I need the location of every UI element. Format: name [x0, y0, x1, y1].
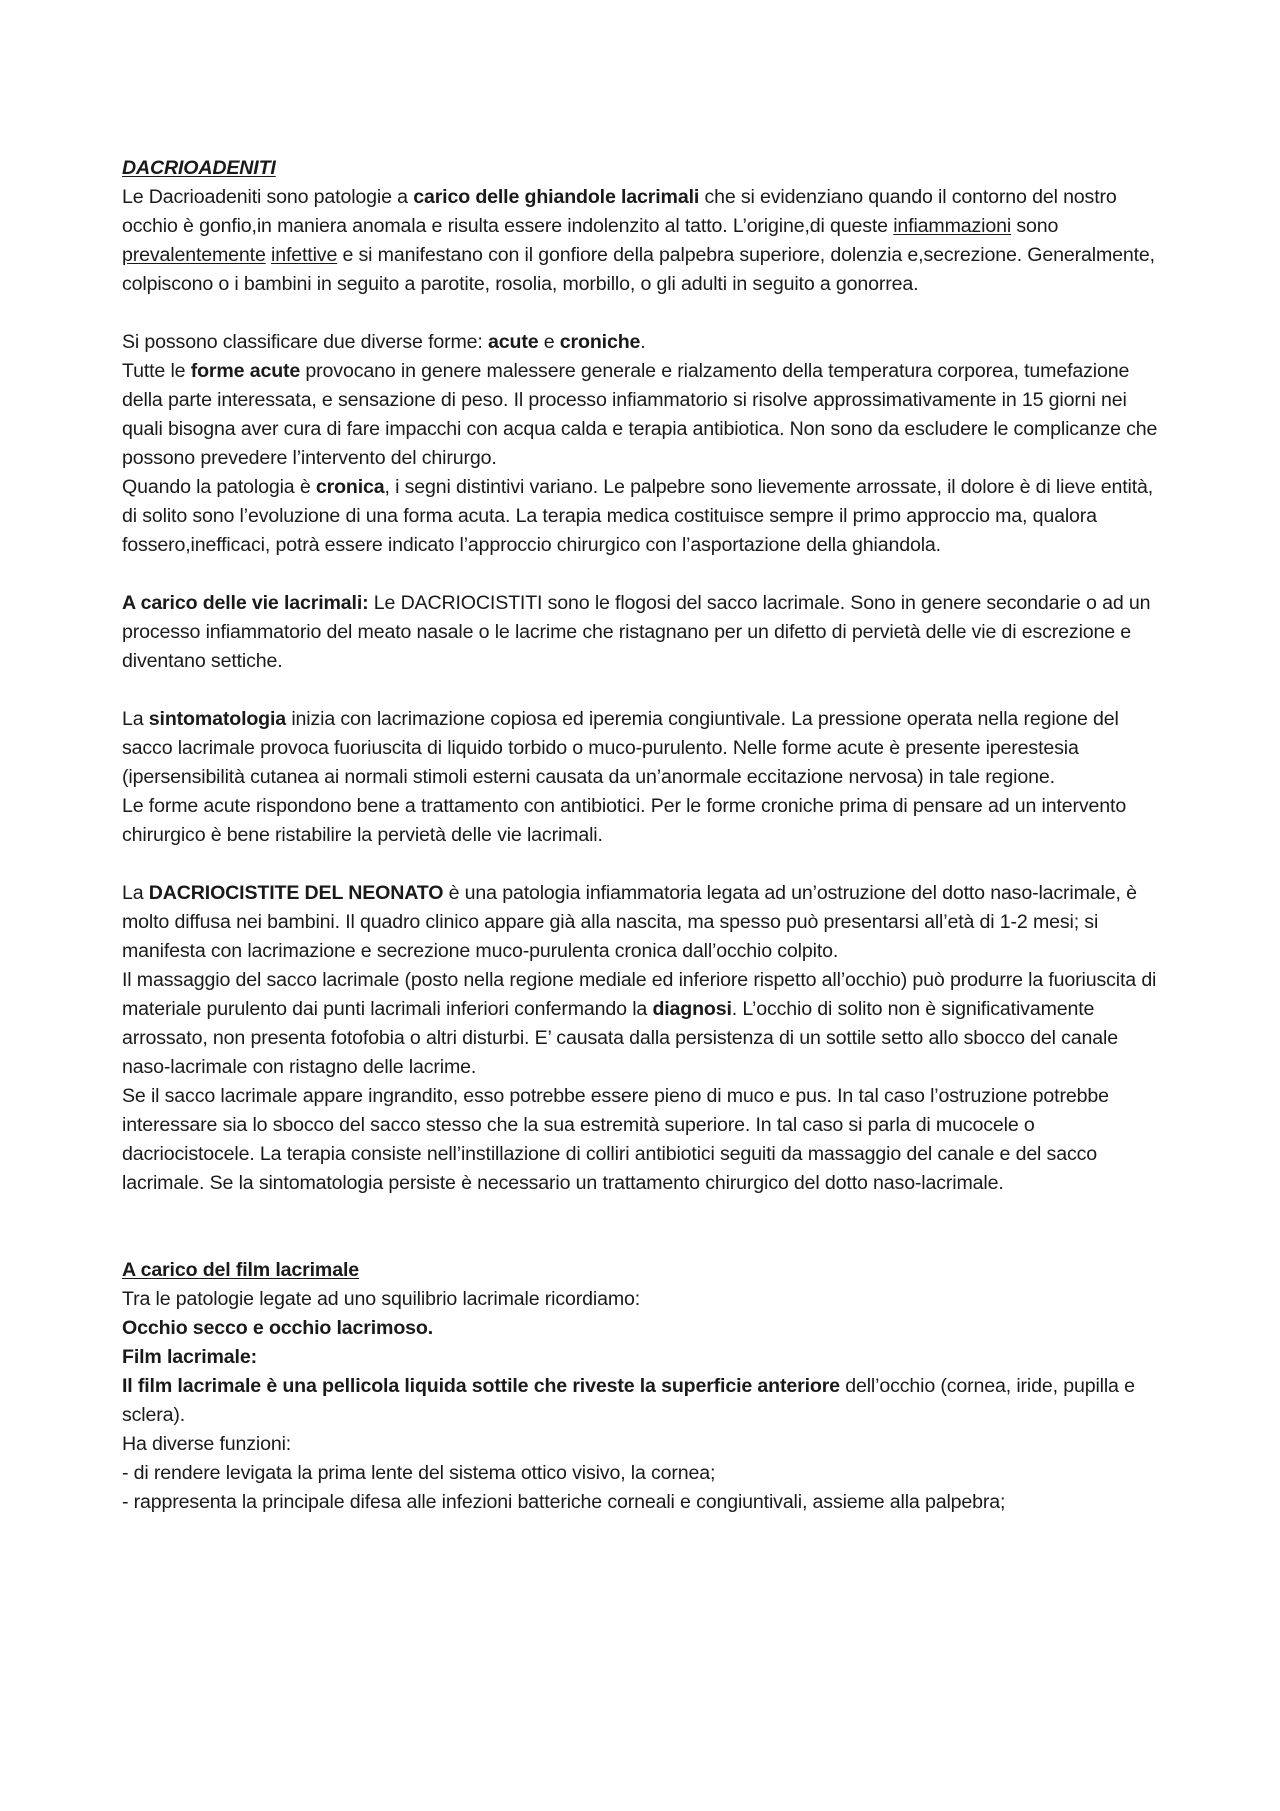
list-item: - rappresenta la principale difesa alle infezioni batteriche corneali e congiuntivali, assieme alla palpebra;	[122, 1491, 1006, 1513]
spacer	[122, 299, 1170, 328]
paragraph-classification: Si possono classificare due diverse forme: acute e croniche.	[122, 331, 646, 353]
paragraph-vie-lacrimali: A carico delle vie lacrimali: Le DACRIOCISTITI sono le flogosi del sacco lacrimale. Sono in genere secondarie o ad un processo infiammatorio del meato nasale o le lacrime che ristagnano per un difetto di pervietà delle vie di escrezione e diventano settiche.	[122, 592, 1151, 672]
paragraph-squilibrio: Tra le patologie legate ad uno squilibrio lacrimale ricordiamo:	[122, 1288, 641, 1310]
spacer	[122, 850, 1170, 879]
document-body	[122, 154, 1170, 1517]
paragraph-dacrioadeniti-intro: Le Dacrioadeniti sono patologie a carico delle ghiandole lacrimali che si evidenziano quando il contorno del nostro occhio è gonfio,in maniera anomala e risulta essere indolenzito al tatto. L’origine,di queste infiammazioni sono prevalentemente infettive e si manifestano con il gonfiore della palpebra superiore, dolenzia e,secrezione. Generalmente, colpiscono o i bambini in seguito a parotite, rosolia, morbillo, o gli adulti in seguito a gonorrea.	[122, 186, 1155, 295]
paragraph-funzioni: Ha diverse funzioni:	[122, 1433, 292, 1455]
paragraph-chronic-forms: Quando la patologia è cronica, i segni distintivi variano. Le palpebre sono lievemente arrossate, il dolore è di lieve entità, di solito sono l’evoluzione di una forma acuta. La terapia medica costituisce sempre il primo approccio ma, qualora fossero,inefficaci, potrà essere indicato l’approccio chirurgico con l’asportazione della ghiandola.	[122, 476, 1154, 556]
list-item: - di rendere levigata la prima lente del sistema ottico visivo, la cornea;	[122, 1462, 716, 1484]
paragraph-acute-forms: Tutte le forme acute provocano in genere malessere generale e rialzamento della temperatura corporea, tumefazione della parte interessata, e sensazione di peso. Il processo infiammatorio si risolve approssimativamente in 15 giorni nei quali bisogna aver cura di fare impacchi con acqua calda e terapia antibiotica. Non sono da escludere le complicanze che possono prevedere l’intervento del chirurgo.	[122, 360, 1158, 469]
paragraph-occhio-secco: Occhio secco e occhio lacrimoso.	[122, 1317, 433, 1339]
paragraph-neonato: La DACRIOCISTITE DEL NEONATO è una patologia infiammatoria legata ad un’ostruzione del dotto naso-lacrimale, è molto diffusa nei bambini. Il quadro clinico appare già alla nascita, ma spesso può presentarsi all’età di 1-2 mesi; si manifesta con lacrimazione e secrezione muco-purulenta cronica dall’occhio colpito.	[122, 882, 1137, 962]
spacer	[122, 560, 1170, 589]
paragraph-treatment: Le forme acute rispondono bene a trattamento con antibiotici. Per le forme croniche prima di pensare ad un intervento chirurgico è bene ristabilire la pervietà delle vie lacrimali.	[122, 795, 1127, 846]
paragraph-mucocele: Se il sacco lacrimale appare ingrandito, esso potrebbe essere pieno di muco e pus. In tal caso l’ostruzione potrebbe interessare sia lo sbocco del sacco stesso che la sua estremità superiore. In tal caso si parla di mucocele o dacriocistocele. La terapia consiste nell’instillazione di colliri antibiotici seguiti da massaggio del canale e del sacco lacrimale. Se la sintomatologia persiste è necessario un trattamento chirurgico del dotto naso-lacrimale.	[122, 1085, 1109, 1194]
spacer	[122, 676, 1170, 705]
spacer	[122, 1198, 1170, 1256]
section-heading-film: A carico del film lacrimale	[122, 1259, 359, 1281]
section-title: DACRIOADENITI	[122, 157, 276, 179]
paragraph-film-label: Film lacrimale:	[122, 1346, 257, 1368]
paragraph-massaggio: Il massaggio del sacco lacrimale (posto nella regione mediale ed inferiore rispetto all’occhio) può produrre la fuoriuscita di materiale purulento dai punti lacrimali inferiori confermando la diagnosi. L’occhio di solito non è significativamente arrossato, non presenta fotofobia o altri disturbi. E’ causata dalla persistenza di un sottile setto allo sbocco del canale naso-lacrimale con ristagno delle lacrime.	[122, 969, 1157, 1078]
paragraph-sintomatologia: La sintomatologia inizia con lacrimazione copiosa ed iperemia congiuntivale. La pressione operata nella regione del sacco lacrimale provoca fuoriuscita di liquido torbido o muco-purulento. Nelle forme acute è presente iperestesia (ipersensibilità cutanea ai normali stimoli esterni causata da un’anormale eccitazione nervosa) in tale regione.	[122, 708, 1119, 788]
paragraph-film-definition: Il film lacrimale è una pellicola liquida sottile che riveste la superficie anteriore dell’occhio (cornea, iride, pupilla e sclera).	[122, 1375, 1135, 1426]
